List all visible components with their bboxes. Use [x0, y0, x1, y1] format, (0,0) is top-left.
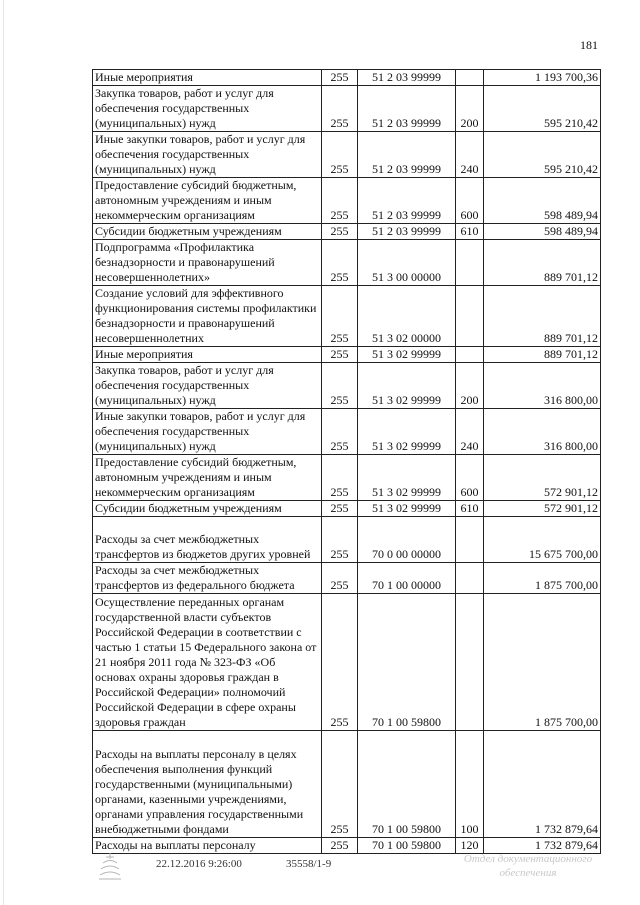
- row-code: 255: [322, 224, 358, 240]
- row-sum: 889 701,12: [484, 286, 601, 347]
- row-csr: 51 2 03 99999: [358, 70, 456, 86]
- row-csr: 51 2 03 99999: [358, 224, 456, 240]
- row-vr: 240: [456, 132, 484, 178]
- row-name: Расходы на выплаты персоналу: [93, 838, 322, 854]
- budget-table-body: [93, 70, 601, 854]
- row-sum: 316 800,00: [484, 363, 601, 409]
- row-vr: 610: [456, 224, 484, 240]
- row-csr: 51 3 02 00000: [358, 286, 456, 347]
- row-name: Осуществление переданных органам государственной власти субъектов Российской Федерации в соответствии с частью 1 статьи 15 Федерального закона от 21 ноября 2011 года № 323-ФЗ «Об основах охраны здоровья граждан в Российской Федерации» полномочий Российской Федерации в сфере охраны здоровья граждан: [93, 594, 322, 731]
- row-code: 255: [322, 363, 358, 409]
- row-name: Субсидии бюджетным учреждениям: [93, 501, 322, 517]
- row-vr: [456, 517, 484, 563]
- footer-doc-number: 35558/1-9: [286, 858, 332, 870]
- row-vr: 600: [456, 178, 484, 224]
- row-sum: 1 875 700,00: [484, 594, 601, 731]
- row-name: Расходы на выплаты персоналу в целях обеспечения выполнения функций государственными (муниципальными) органами, казенными учреждениями, органами управления государственными внебюджетными фондами: [93, 731, 322, 838]
- row-sum: 15 675 700,00: [484, 517, 601, 563]
- row-code: 255: [322, 517, 358, 563]
- row-name: Иные закупки товаров, работ и услуг для обеспечения государственных (муниципальных) нужд: [93, 409, 322, 455]
- table-row: [93, 224, 601, 240]
- row-sum: 595 210,42: [484, 86, 601, 132]
- table-row: [93, 455, 601, 501]
- row-csr: 51 3 02 99999: [358, 501, 456, 517]
- row-csr: 70 1 00 00000: [358, 563, 456, 594]
- table-row: [93, 517, 601, 563]
- row-vr: 120: [456, 838, 484, 854]
- page-number: 181: [580, 38, 598, 52]
- row-name: Подпрограмма «Профилактика безнадзорности и правонарушений несовершеннолетних»: [93, 240, 322, 286]
- footer-watermark: Отдел документационного обеспечения: [463, 853, 593, 879]
- row-sum: 1 875 700,00: [484, 563, 601, 594]
- row-sum: 1 193 700,36: [484, 70, 601, 86]
- row-vr: 200: [456, 363, 484, 409]
- row-name: Предоставление субсидий бюджетным, автономным учреждениям и иным некоммерческим организациям: [93, 178, 322, 224]
- table-row: [93, 563, 601, 594]
- row-sum: 1 732 879,64: [484, 731, 601, 838]
- row-name: Закупка товаров, работ и услуг для обеспечения государственных (муниципальных) нужд: [93, 86, 322, 132]
- row-name: Расходы за счет межбюджетных трансфертов из бюджетов других уровней: [93, 517, 322, 563]
- row-name: Субсидии бюджетным учреждениям: [93, 224, 322, 240]
- row-code: 255: [322, 455, 358, 501]
- row-csr: 51 3 02 99999: [358, 347, 456, 363]
- row-vr: 600: [456, 455, 484, 501]
- row-csr: 70 0 00 00000: [358, 517, 456, 563]
- row-name: Расходы за счет межбюджетных трансфертов из федерального бюджета: [93, 563, 322, 594]
- row-name: Иные мероприятия: [93, 347, 322, 363]
- table-row: [93, 347, 601, 363]
- row-sum: 598 489,94: [484, 178, 601, 224]
- row-sum: 595 210,42: [484, 132, 601, 178]
- row-code: 255: [322, 178, 358, 224]
- row-code: 255: [322, 132, 358, 178]
- table-row: [93, 86, 601, 132]
- row-code: 255: [322, 838, 358, 854]
- table-row: [93, 363, 601, 409]
- row-csr: 51 2 03 99999: [358, 132, 456, 178]
- row-sum: 572 901,12: [484, 455, 601, 501]
- row-csr: 51 3 02 99999: [358, 409, 456, 455]
- row-code: 255: [322, 347, 358, 363]
- row-vr: 200: [456, 86, 484, 132]
- row-sum: 598 489,94: [484, 224, 601, 240]
- stamp-icon: [97, 851, 123, 881]
- table-row: [93, 409, 601, 455]
- footer-datetime: 22.12.2016 9:26:00: [156, 858, 242, 870]
- table-row: [93, 731, 601, 838]
- row-code: 255: [322, 286, 358, 347]
- row-name: Иные мероприятия: [93, 70, 322, 86]
- row-code: 255: [322, 594, 358, 731]
- row-code: 255: [322, 70, 358, 86]
- scan-edge: [3, 0, 4, 905]
- table-row: [93, 240, 601, 286]
- row-csr: 51 3 00 00000: [358, 240, 456, 286]
- row-vr: [456, 286, 484, 347]
- row-code: 255: [322, 86, 358, 132]
- row-vr: 240: [456, 409, 484, 455]
- row-vr: [456, 347, 484, 363]
- row-code: 255: [322, 563, 358, 594]
- table-row: [93, 132, 601, 178]
- row-csr: 51 2 03 99999: [358, 178, 456, 224]
- row-csr: 51 2 03 99999: [358, 86, 456, 132]
- row-csr: 70 1 00 59800: [358, 594, 456, 731]
- row-vr: [456, 70, 484, 86]
- row-sum: 1 732 879,64: [484, 838, 601, 854]
- table-row: [93, 70, 601, 86]
- row-vr: 100: [456, 731, 484, 838]
- row-sum: 889 701,12: [484, 240, 601, 286]
- row-sum: 889 701,12: [484, 347, 601, 363]
- row-vr: [456, 240, 484, 286]
- row-code: 255: [322, 731, 358, 838]
- table-row: [93, 594, 601, 731]
- row-vr: 610: [456, 501, 484, 517]
- row-csr: 70 1 00 59800: [358, 838, 456, 854]
- row-sum: 572 901,12: [484, 501, 601, 517]
- row-name: Предоставление субсидий бюджетным, автономным учреждениям и иным некоммерческим организациям: [93, 455, 322, 501]
- row-csr: 51 3 02 99999: [358, 455, 456, 501]
- row-name: Иные закупки товаров, работ и услуг для обеспечения государственных (муниципальных) нужд: [93, 132, 322, 178]
- budget-table: [92, 69, 601, 854]
- row-vr: [456, 563, 484, 594]
- table-row: [93, 501, 601, 517]
- row-sum: 316 800,00: [484, 409, 601, 455]
- row-code: 255: [322, 501, 358, 517]
- table-row: [93, 286, 601, 347]
- row-name: Создание условий для эффективного функционирования системы профилактики безнадзорности и правонарушений несовершеннолетних: [93, 286, 322, 347]
- row-csr: 51 3 02 99999: [358, 363, 456, 409]
- row-vr: [456, 594, 484, 731]
- row-code: 255: [322, 240, 358, 286]
- row-name: Закупка товаров, работ и услуг для обеспечения государственных (муниципальных) нужд: [93, 363, 322, 409]
- table-row: [93, 178, 601, 224]
- row-csr: 70 1 00 59800: [358, 731, 456, 838]
- row-code: 255: [322, 409, 358, 455]
